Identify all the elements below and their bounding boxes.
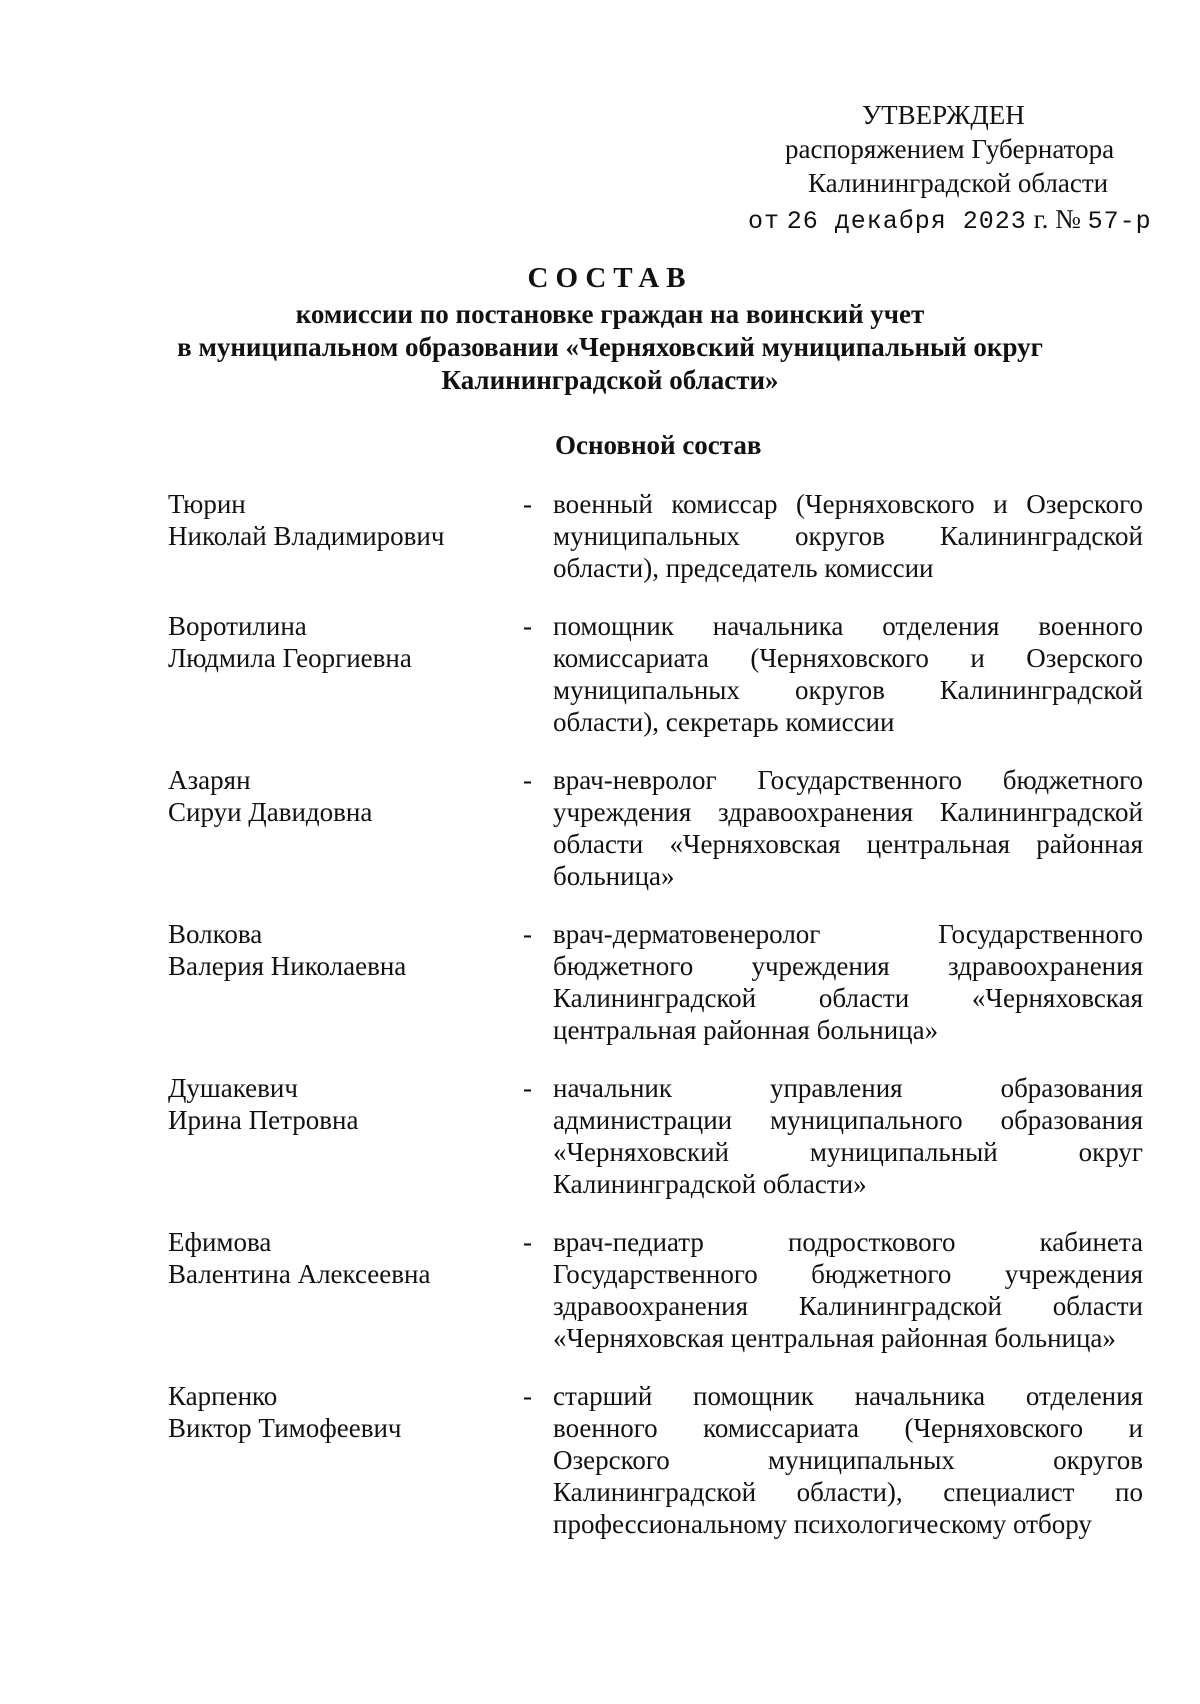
date-suffix: г. № bbox=[1033, 204, 1081, 234]
member-dash: - bbox=[523, 919, 532, 949]
member-entry bbox=[168, 764, 1143, 892]
member-name bbox=[168, 1072, 528, 1136]
member-entry bbox=[168, 918, 1143, 1046]
approval-title: УТВЕРЖДЕН bbox=[862, 100, 1025, 130]
member-name bbox=[168, 1226, 528, 1290]
member-surname: Азарян bbox=[168, 765, 251, 795]
member-given-names: Николай Владимирович bbox=[168, 521, 445, 551]
member-dash: - bbox=[523, 1073, 532, 1103]
member-given-names: Людмила Георгиевна bbox=[168, 643, 412, 673]
document-heading bbox=[150, 258, 1070, 397]
member-name bbox=[168, 918, 528, 982]
member-entry bbox=[168, 1072, 1143, 1200]
member-surname: Тюрин bbox=[168, 489, 246, 519]
member-dash: - bbox=[523, 611, 532, 641]
member-surname: Воротилина bbox=[168, 611, 307, 641]
member-role: начальник управления образования администрации муниципального образования «Черняховский муниципальный округ Калининградской области» bbox=[553, 1073, 1143, 1199]
member-entry bbox=[168, 1380, 1143, 1572]
member-role: старший помощник начальника отделения военного комиссариата (Черняховского и Озерского муниципальных округов Калининградской области), специалист по профессиональному психологическому отбору bbox=[553, 1381, 1143, 1539]
members-list bbox=[168, 488, 1143, 1598]
member-dash: - bbox=[523, 765, 532, 795]
member-role: помощник начальника отделения военного комиссариата (Черняховского и Озерского муниципальных округов Калининградской области), секретарь комиссии bbox=[553, 611, 1143, 737]
heading-line-3: Калининградской области» bbox=[441, 365, 779, 395]
member-name bbox=[168, 1380, 528, 1444]
member-given-names: Валерия Николаевна bbox=[168, 951, 407, 981]
member-role: врач-дерматовенеролог Государственного бюджетного учреждения здравоохранения Калининградской области «Черняховская центральная районная больница» bbox=[553, 919, 1143, 1045]
member-name bbox=[168, 488, 528, 552]
member-role: врач-невролог Государственного бюджетного учреждения здравоохранения Калининградской области «Черняховская центральная районная больница» bbox=[553, 765, 1143, 891]
member-surname: Ефимова bbox=[168, 1227, 272, 1257]
member-given-names: Виктор Тимофеевич bbox=[168, 1413, 402, 1443]
member-dash: - bbox=[523, 1381, 532, 1411]
heading-title: СОСТАВ bbox=[527, 262, 693, 294]
approval-line-2: Калининградской области bbox=[808, 168, 1109, 198]
member-entry bbox=[168, 610, 1143, 738]
member-given-names: Сируи Давидовна bbox=[168, 797, 373, 827]
member-entry bbox=[168, 488, 1143, 584]
heading-line-2: в муниципальном образовании «Черняховский муниципальный округ bbox=[177, 332, 1043, 362]
approval-date-line bbox=[748, 202, 1152, 239]
member-role: врач-педиатр подросткового кабинета Государственного бюджетного учреждения здравоохранения Калининградской области «Черняховская центральная районная больница» bbox=[553, 1227, 1143, 1353]
member-dash: - bbox=[523, 489, 532, 519]
member-name bbox=[168, 610, 528, 674]
member-role: военный комиссар (Черняховского и Озерского муниципальных округов Калининградской области), председатель комиссии bbox=[553, 489, 1143, 583]
member-entry bbox=[168, 1226, 1143, 1354]
member-surname: Душакевич bbox=[168, 1073, 298, 1103]
section-title: Основной состав bbox=[555, 430, 762, 460]
date-prefix: от bbox=[748, 207, 781, 236]
member-name bbox=[168, 764, 528, 828]
date-value: 26 декабря 2023 bbox=[786, 207, 1027, 236]
member-surname: Волкова bbox=[168, 919, 263, 949]
document-number: 57-р bbox=[1087, 207, 1152, 236]
member-dash: - bbox=[523, 1227, 532, 1257]
member-given-names: Валентина Алексеевна bbox=[168, 1259, 431, 1289]
member-given-names: Ирина Петровна bbox=[168, 1105, 359, 1135]
heading-line-1: комиссии по постановке граждан на воинский учет bbox=[295, 299, 925, 329]
approval-line-1: распоряжением Губернатора bbox=[785, 134, 1115, 164]
member-surname: Карпенко bbox=[168, 1381, 278, 1411]
approval-block bbox=[748, 98, 1152, 239]
